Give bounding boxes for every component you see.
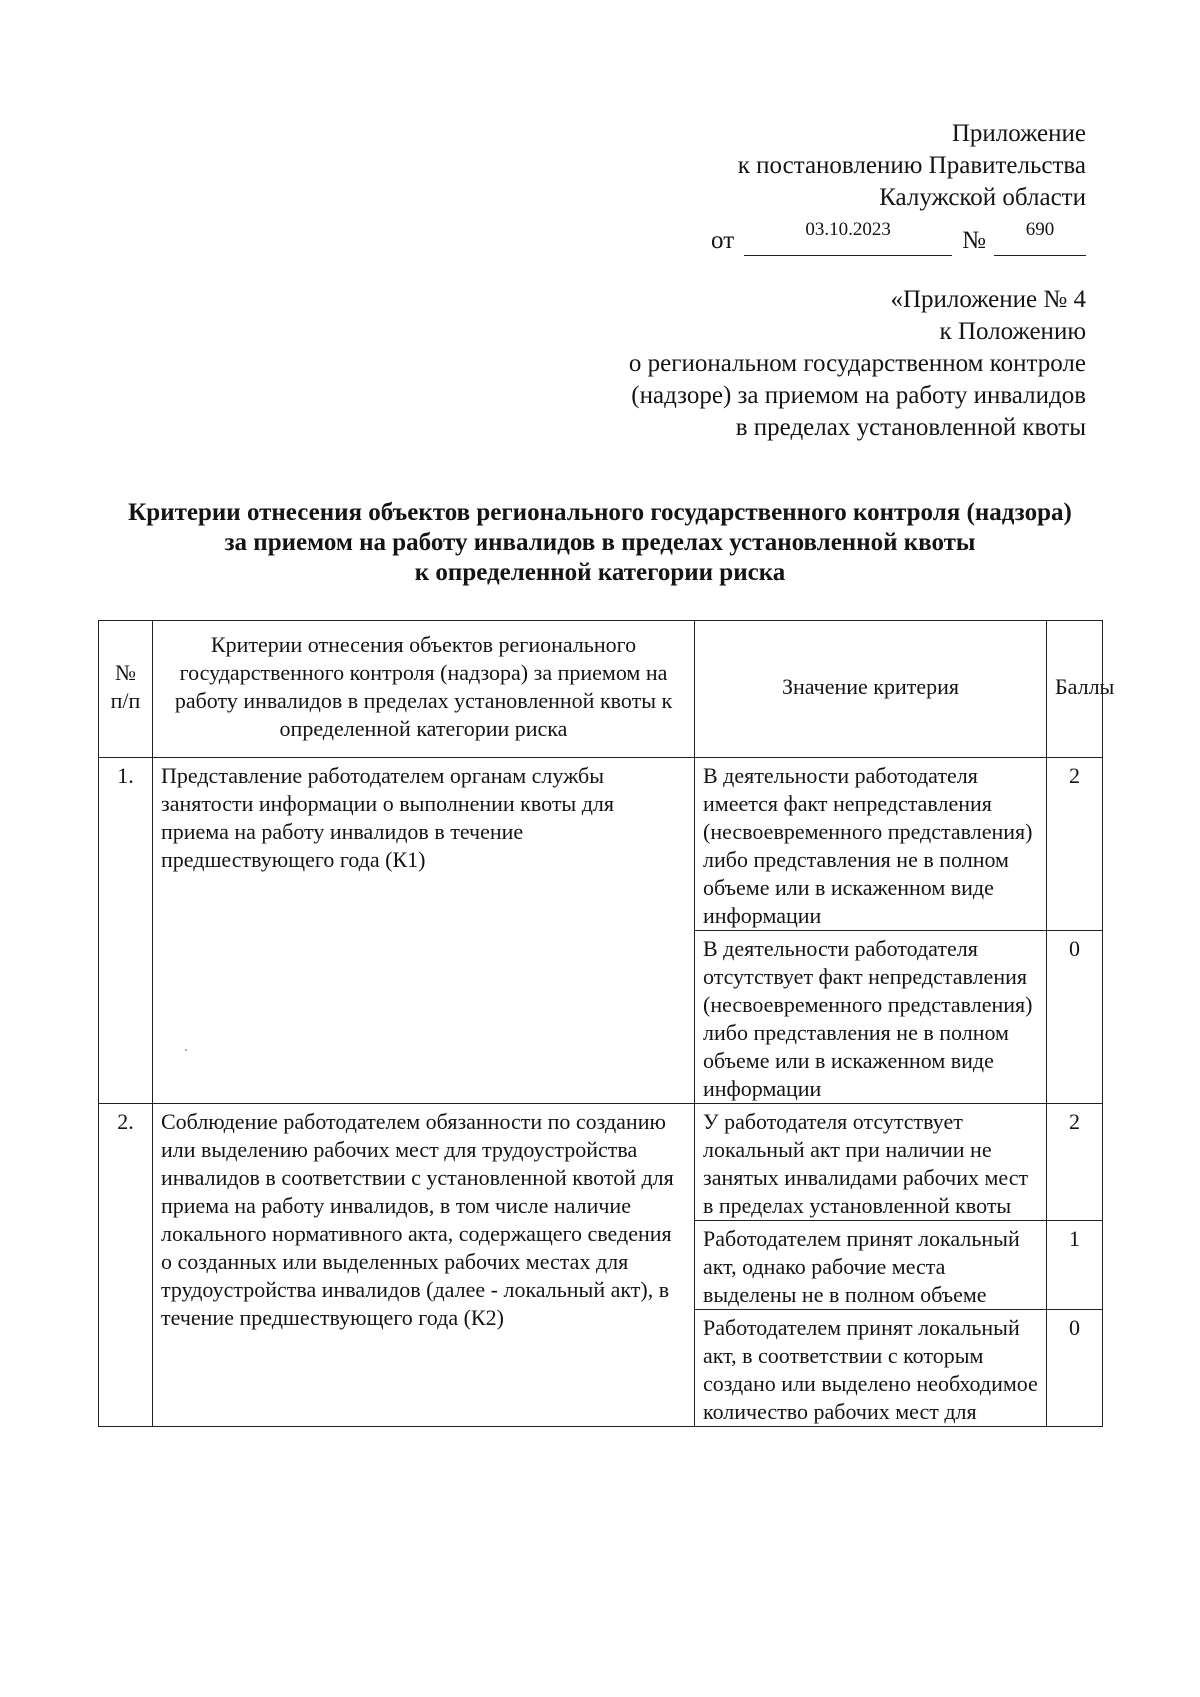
date-field [744, 219, 952, 256]
row-num: 1. [99, 758, 153, 1104]
number-sign: № [962, 227, 986, 254]
table-row [99, 758, 1103, 931]
row-criteria: Соблюдение работодателем обязанности по созданию или выделению рабочих мест для трудоустройства инвалидов в соответствии с установленной квотой для приема на работу инвалидов, в том числе наличие локального нормативного акта, содержащего сведения о созданных или выделенных рабочих местах для трудоустройства инвалидов (далее - локальный акт), в течение предшествующего года (К2) [153, 1104, 695, 1427]
criteria-value: В деятельности работодателя отсутствует факт непредставления (несвоевременного представления) либо представления не в полном объеме или в искаженном виде информации [695, 931, 1047, 1104]
title-line: за приемом на работу инвалидов в пределах установленной квоты [224, 529, 976, 556]
sub-appendix-line: (надзоре) за приемом на работу инвалидов [631, 382, 1086, 409]
sub-appendix-line: «Приложение № 4 [890, 286, 1086, 313]
criteria-score: 1 [1047, 1221, 1103, 1310]
criteria-value: У работодателя отсутствует локальный акт при наличии не занятых инвалидами рабочих мест в пределах установленной квоты [695, 1104, 1047, 1221]
row-num: 2. [99, 1104, 153, 1427]
criteria-value: В деятельности работодателя имеется факт непредставления (несвоевременного представления) либо представления не в полном объеме или в искаженном виде информации [695, 758, 1047, 931]
sub-appendix-line: к Положению [939, 318, 1086, 345]
header-criteria: Критерии отнесения объектов регионального государственного контроля (надзора) за приемом на работу инвалидов в пределах установленной квоты к определенной категории риска [153, 621, 695, 758]
title-line: к определенной категории риска [414, 559, 786, 586]
criteria-table [98, 620, 1115, 1427]
date-prefix: от [711, 227, 735, 254]
header-value: Значение критерия [695, 621, 1047, 758]
appendix-line: Калужской области [879, 184, 1086, 211]
criteria-score: 0 [1047, 931, 1103, 1104]
title-line: Критерии отнесения объектов регионального государственного контроля (надзора) [128, 499, 1072, 526]
number-value: 690 [1025, 219, 1055, 240]
table-row [99, 1104, 1103, 1221]
criteria-score: 2 [1047, 1104, 1103, 1221]
document-title [80, 498, 1120, 588]
date-value: 03.10.2023 [805, 219, 891, 240]
sub-appendix-line: о региональном государственном контроле [628, 350, 1086, 377]
criteria-value: Работодателем принят локальный акт, однако рабочие места выделены не в полном объеме [695, 1221, 1047, 1310]
row-criteria: Представление работодателем органам службы занятости информации о выполнении квоты для приема на работу инвалидов в течение предшествующего года (К1) [153, 758, 695, 1104]
appendix-line: к постановлению Правительства [737, 152, 1086, 179]
header-num: № п/п [99, 621, 153, 758]
appendix-title: Приложение [951, 120, 1086, 147]
criteria-score: 2 [1047, 758, 1103, 931]
date-number-line [711, 219, 1086, 256]
table-header-row [99, 621, 1103, 758]
sub-appendix-line: в пределах установленной квоты [735, 414, 1086, 441]
scan-speck [185, 1049, 187, 1051]
criteria-score: 0 [1047, 1310, 1103, 1427]
header-score: Баллы [1047, 621, 1103, 758]
number-field [994, 219, 1086, 256]
appendix-header [738, 118, 1086, 214]
criteria-value: Работодателем принят локальный акт, в соответствии с которым создано или выделено необходимое количество рабочих мест для [695, 1310, 1047, 1427]
sub-appendix-header [629, 284, 1086, 444]
